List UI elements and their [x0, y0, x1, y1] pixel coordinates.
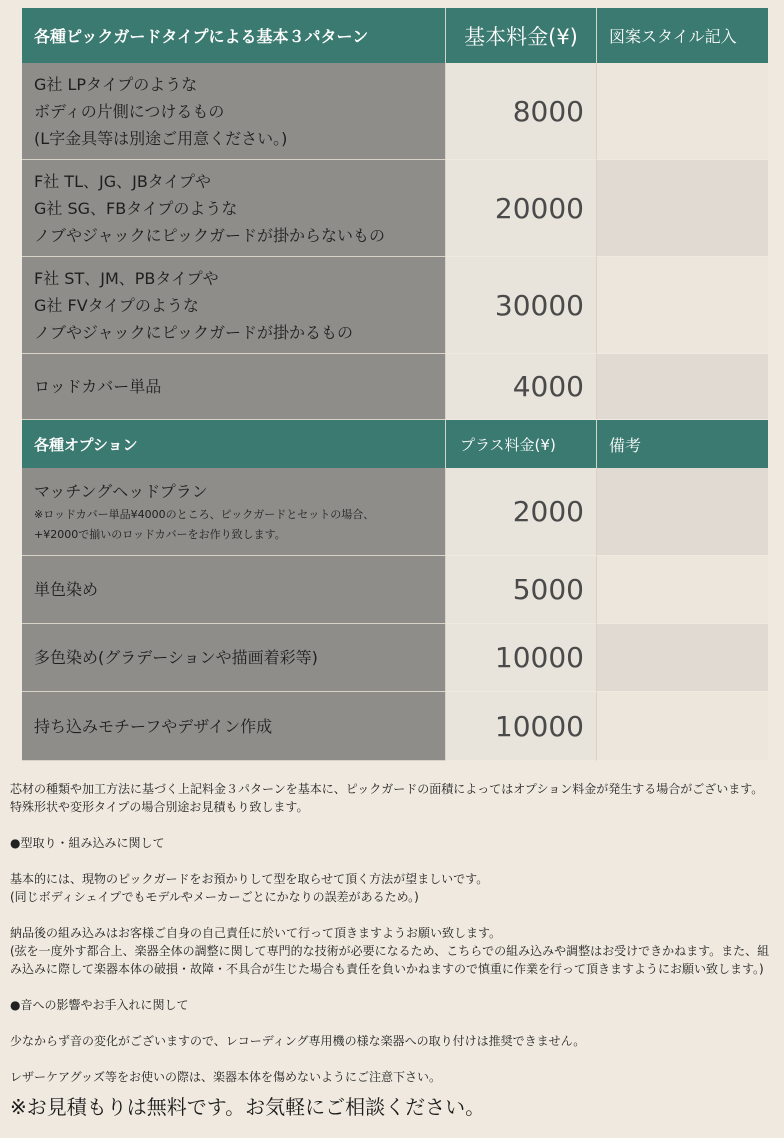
description-line: ノブやジャックにピックガードが掛かるもの [34, 322, 354, 342]
paragraph: 納品後の組み込みはお客様ご自身の自己責任に於いて行って頂きますようお願い致します。 [10, 926, 502, 940]
table-row [22, 692, 768, 761]
row-description [22, 468, 445, 556]
description-line: ノブやジャックにピックガードが掛からないもの [34, 225, 386, 245]
base-header-design: 図案スタイル記入 [597, 8, 768, 63]
description-line: ロッドカバー単品 [34, 377, 162, 396]
row-description [22, 354, 445, 420]
row-price: 5000 [445, 556, 597, 624]
notes-section [10, 780, 780, 1121]
row-price: 10000 [445, 624, 597, 692]
row-remarks-cell [597, 692, 768, 761]
row-description [22, 556, 445, 624]
row-price: 20000 [445, 160, 597, 257]
row-design-cell [597, 257, 768, 354]
description-line: G社 SG、FBタイプのような [34, 198, 238, 218]
paragraph: レザーケアグッズ等をお使いの際は、楽器本体を傷めないようにご注意下さい。 [10, 1070, 442, 1084]
table-row [22, 354, 768, 420]
section-title: ●型取り・組み込みに関して [10, 836, 165, 850]
option-label: 単色染め [34, 580, 99, 599]
description-line: G社 LPタイプのような [34, 74, 198, 94]
option-label: 持ち込みモチーフやデザイン作成 [34, 716, 273, 736]
row-price: 2000 [445, 468, 597, 556]
intro-text: 芯材の種類や加工方法に基づく上記料金３パターンを基本に、ピックガードの面積によってはオプション料金が発生する場合がございます。 [10, 782, 764, 796]
paragraph: (同じボディシェイプでもモデルやメーカーごとにかなりの誤差があるため。) [10, 890, 419, 904]
table-row [22, 160, 768, 257]
row-description [22, 257, 445, 354]
table-row [22, 63, 768, 160]
paragraph: (弦を一度外す都合上、楽器全体の調整に関して専門的な技術が必要になるため、こちらでの組み込みや調整はお受けできかねます。また、組み込みに際して楽器本体の破損・故障・不具合が生じた場合も責任を負いかねますので慎重に作業を行って頂きますようにお願い致します。) [10, 944, 770, 976]
row-price: 30000 [445, 257, 597, 354]
table-row [22, 257, 768, 354]
option-header-remarks: 備考 [597, 420, 768, 468]
row-design-cell [597, 354, 768, 420]
row-remarks-cell [597, 624, 768, 692]
row-price: 4000 [445, 354, 597, 420]
row-description [22, 63, 445, 160]
description-line: G社 FVタイプのような [34, 295, 199, 315]
base-table-header [22, 8, 768, 63]
row-remarks-cell [597, 468, 768, 556]
table-row [22, 556, 768, 624]
option-table-header [22, 420, 768, 468]
description-line: ボディの片側につけるもの [34, 101, 225, 121]
row-description [22, 160, 445, 257]
option-note: +¥2000で揃いのロッドカバーをお作り致します。 [34, 528, 286, 541]
paragraph: 基本的には、現物のピックガードをお預かりして型を取らせて頂く方法が望ましいです。 [10, 872, 489, 886]
row-description [22, 692, 445, 761]
option-header-name: 各種オプション [22, 420, 445, 468]
table-row [22, 468, 768, 556]
base-header-pattern: 各種ピックガードタイプによる基本３パターン [22, 8, 445, 63]
price-table [22, 8, 768, 761]
description-line: (L字金具等は別途ご用意ください。) [34, 128, 288, 148]
paragraph: 少なからず音の変化がございますので、レコーディング専用機の様な楽器への取り付けは推奨できません。 [10, 1034, 586, 1048]
description-line: F社 ST、JM、PBタイプや [34, 268, 219, 288]
row-price: 8000 [445, 63, 597, 160]
row-design-cell [597, 63, 768, 160]
table-row [22, 624, 768, 692]
section-title: ●音への影響やお手入れに関して [10, 998, 189, 1012]
option-label: マッチングヘッドプラン [34, 482, 208, 501]
description-line: F社 TL、JG、JBタイプや [34, 171, 211, 191]
row-description [22, 624, 445, 692]
row-design-cell [597, 160, 768, 257]
row-remarks-cell [597, 556, 768, 624]
option-note: ※ロッドカバー単品¥4000のところ、ピックガードとセットの場合、 [34, 508, 375, 521]
option-header-price: プラス料金(¥) [445, 420, 597, 468]
option-label: 多色染め(グラデーションや描画着彩等) [34, 648, 318, 667]
intro-text: 特殊形状や変形タイプの場合別途お見積もり致します。 [10, 800, 309, 814]
closing-message: ※お見積もりは無料です。お気軽にご相談ください。 [10, 1095, 486, 1119]
row-price: 10000 [445, 692, 597, 761]
base-header-price: 基本料金(¥) [445, 8, 597, 63]
